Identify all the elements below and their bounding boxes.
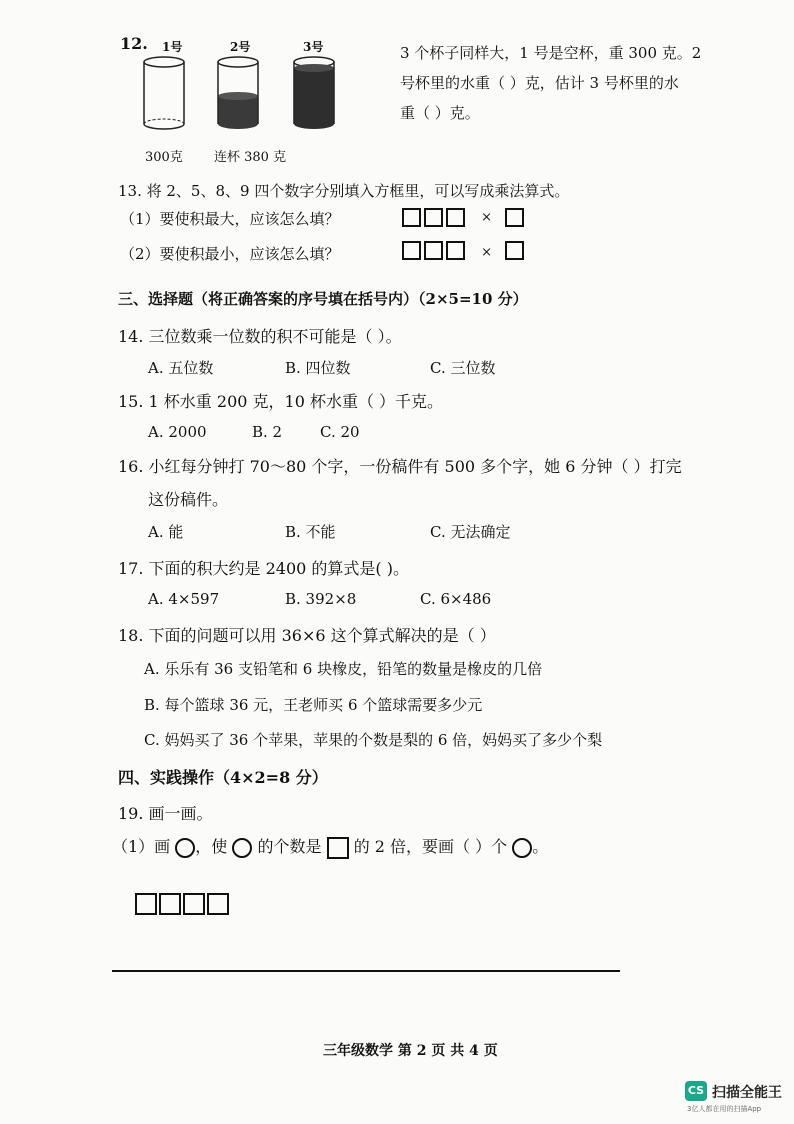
q19-part1 xyxy=(112,834,548,859)
q15-stem: 15. 1 杯水重 200 克，10 杯水重（ ）千克。 xyxy=(118,392,444,411)
q14-option-b: B. 四位数 xyxy=(285,359,351,377)
q13-answer-boxes-1[interactable] xyxy=(402,207,527,227)
section4-heading: 四、实践操作（4×2=8 分） xyxy=(118,768,328,787)
q16-option-a: A. 能 xyxy=(148,523,184,541)
circle-icon xyxy=(512,838,532,858)
answer-box[interactable] xyxy=(424,241,443,260)
q14-option-a: A. 五位数 xyxy=(148,359,214,377)
times-sign: × xyxy=(481,245,492,260)
q17-option-b: B. 392×8 xyxy=(285,590,357,608)
q18-stem: 18. 下面的问题可以用 36×6 这个算式解决的是（ ） xyxy=(118,626,496,645)
square-icon xyxy=(159,893,181,915)
q16-stem: 16. 小红每分钟打 70～80 个字，一份稿件有 500 多个字，她 6 分钟（ ）打完 xyxy=(118,457,682,476)
q19-text-b: ，使 xyxy=(195,837,228,856)
circle-icon xyxy=(175,838,195,858)
cup2-label: 2号 xyxy=(230,40,251,54)
scanner-name: 扫描全能王 xyxy=(712,1085,782,1101)
times-sign: × xyxy=(481,210,492,225)
q15-option-c: C. 20 xyxy=(320,423,360,441)
q19-stem: 19. 画一画。 xyxy=(118,804,213,823)
q16-stem-cont: 这份稿件。 xyxy=(148,490,229,509)
cup1-label: 1号 xyxy=(162,40,183,54)
cup1-empty-icon xyxy=(144,57,184,129)
q19-text-d: 的 2 倍，要画（ ）个 xyxy=(353,837,508,856)
cup3-label: 3号 xyxy=(303,40,324,54)
q19-text-c: 的个数是 xyxy=(257,837,322,856)
answer-box[interactable] xyxy=(402,241,421,260)
q13-part1: （1）要使积最大，应该怎么填？ xyxy=(120,210,340,228)
cup3-full-water-icon xyxy=(294,57,334,129)
q17-stem: 17. 下面的积大约是 2400 的算式是( )。 xyxy=(118,559,409,578)
answer-box[interactable] xyxy=(446,241,465,260)
q13-part2: （2）要使积最小，应该怎么填？ xyxy=(120,245,340,263)
square-icon xyxy=(207,893,229,915)
q12-line3: 重（ ）克。 xyxy=(400,104,480,122)
page-footer: 三年级数学 第 2 页 共 4 页 xyxy=(323,1043,498,1059)
q18-option-a: A. 乐乐有 36 支铅笔和 6 块橡皮，铅笔的数量是橡皮的几倍 xyxy=(144,660,543,678)
q12-line1: 3 个杯子同样大，1 号是空杯，重 300 克。2 xyxy=(400,44,702,62)
drawing-answer-line[interactable] xyxy=(112,970,620,972)
q18-option-c: C. 妈妈买了 36 个苹果，苹果的个数是梨的 6 倍，妈妈买了多少个梨 xyxy=(144,731,603,749)
cups-illustration xyxy=(138,54,368,136)
square-icon xyxy=(183,893,205,915)
q12-number: 12. xyxy=(120,34,148,53)
section3-heading: 三、选择题（将正确答案的序号填在括号内）（2×5=10 分） xyxy=(118,290,528,308)
scanner-slogan: 3亿人都在用的扫描App xyxy=(687,1105,762,1113)
answer-box[interactable] xyxy=(446,208,465,227)
scanner-logo: CS xyxy=(685,1081,707,1101)
q14-stem: 14. 三位数乘一位数的积不可能是（ ）。 xyxy=(118,327,402,346)
answer-box[interactable] xyxy=(402,208,421,227)
cup2-half-water-icon xyxy=(218,57,258,129)
answer-box[interactable] xyxy=(505,241,524,260)
q15-option-a: A. 2000 xyxy=(148,423,207,441)
q14-option-c: C. 三位数 xyxy=(430,359,496,377)
q16-option-c: C. 无法确定 xyxy=(430,523,511,541)
q13-stem: 13. 将 2、5、8、9 四个数字分别填入方框里，可以写成乘法算式。 xyxy=(118,182,570,200)
q17-option-c: C. 6×486 xyxy=(420,590,492,608)
square-icon xyxy=(327,837,349,859)
q19-text-e: 。 xyxy=(532,837,549,856)
q13-answer-boxes-2[interactable] xyxy=(402,240,527,260)
q19-text-a: （1）画 xyxy=(112,837,171,856)
answer-box[interactable] xyxy=(424,208,443,227)
cup1-caption: 300克 xyxy=(145,150,183,165)
q15-option-b: B. 2 xyxy=(252,423,283,441)
q16-option-b: B. 不能 xyxy=(285,523,336,541)
circle-icon xyxy=(232,838,252,858)
square-icon xyxy=(135,893,157,915)
answer-box[interactable] xyxy=(505,208,524,227)
cup2-caption: 连杯 380 克 xyxy=(214,150,287,165)
q17-option-a: A. 4×597 xyxy=(148,590,220,608)
q18-option-b: B. 每个篮球 36 元，王老师买 6 个篮球需要多少元 xyxy=(144,696,483,714)
q19-squares xyxy=(135,893,229,915)
q12-line2: 号杯里的水重（ ）克，估计 3 号杯里的水 xyxy=(400,74,679,92)
